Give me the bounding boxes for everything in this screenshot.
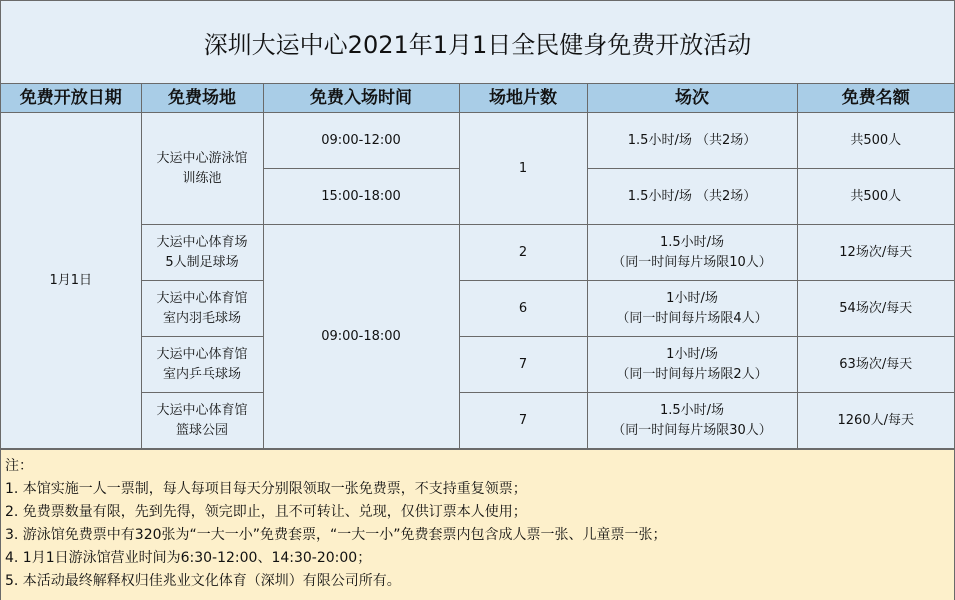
header-row <box>1 84 954 113</box>
session-line: 1.5小时/场 <box>659 402 725 418</box>
venue-cell-football <box>141 225 263 281</box>
venue-line: 大运中心游泳馆 <box>156 150 248 166</box>
courts-cell: 7 <box>459 393 587 449</box>
session-cell <box>587 281 797 337</box>
venue-line: 室内乒乓球场 <box>162 366 241 382</box>
venue-cell-badminton <box>141 281 263 337</box>
date-cell: 1月1日 <box>1 113 141 449</box>
courts-cell: 2 <box>459 225 587 281</box>
table-row <box>1 337 954 393</box>
venue-cell-basketball <box>141 393 263 449</box>
table-row <box>1 113 954 169</box>
quota-cell: 1260人/每天 <box>797 393 954 449</box>
venue-line: 篮球公园 <box>175 422 228 438</box>
session-cell: 1.5小时/场 （共2场） <box>587 113 797 169</box>
time-cell: 09:00-12:00 <box>263 113 459 169</box>
header-quota: 免费名额 <box>797 84 954 113</box>
session-cell <box>587 393 797 449</box>
session-line: （同一时间每片场限10人） <box>612 254 772 270</box>
venue-line: 训练池 <box>182 170 222 186</box>
courts-cell: 1 <box>459 113 587 225</box>
note-item: 1. 本馆实施一人一票制，每人每项目每天分别限领取一张免费票，不支持重复领票； <box>5 481 527 497</box>
time-cell: 15:00-18:00 <box>263 169 459 225</box>
quota-cell: 共500人 <box>797 169 954 225</box>
session-line: 1小时/场 <box>666 346 718 362</box>
note-item: 2. 免费票数量有限，先到先得，领完即止，且不可转让、兑现，仅供订票本人使用； <box>5 504 527 520</box>
session-line: 1.5小时/场 <box>659 234 725 250</box>
quota-cell: 共500人 <box>797 113 954 169</box>
courts-cell: 7 <box>459 337 587 393</box>
venue-line: 5人制足球场 <box>165 254 239 270</box>
venue-line: 大运中心体育馆 <box>156 346 248 362</box>
header-courts: 场地片数 <box>459 84 587 113</box>
notes-section <box>1 449 954 600</box>
venue-line: 室内羽毛球场 <box>162 310 241 326</box>
venue-line: 大运中心体育馆 <box>156 402 248 418</box>
quota-cell: 12场次/每天 <box>797 225 954 281</box>
header-date: 免费开放日期 <box>1 84 141 113</box>
header-time: 免费入场时间 <box>263 84 459 113</box>
venue-cell-pingpong <box>141 337 263 393</box>
page-title: 深圳大运中心2021年1月1日全民健身免费开放活动 <box>1 1 954 84</box>
session-cell <box>587 225 797 281</box>
session-line: （同一时间每片场限30人） <box>612 422 772 438</box>
schedule-table <box>1 84 954 449</box>
courts-cell: 6 <box>459 281 587 337</box>
header-session: 场次 <box>587 84 797 113</box>
note-item: 3. 游泳馆免费票中有320张为“一大一小”免费套票，“一大一小”免费套票内包含成人票一张、儿童票一张； <box>5 527 667 543</box>
session-cell: 1.5小时/场 （共2场） <box>587 169 797 225</box>
session-line: 1小时/场 <box>666 290 718 306</box>
session-cell <box>587 337 797 393</box>
quota-cell: 54场次/每天 <box>797 281 954 337</box>
header-venue: 免费场地 <box>141 84 263 113</box>
notes-heading: 注： <box>5 458 33 474</box>
time-cell-shared: 09:00-18:00 <box>263 225 459 449</box>
session-line: （同一时间每片场限4人） <box>616 310 768 326</box>
quota-cell: 63场次/每天 <box>797 337 954 393</box>
table-row <box>1 225 954 281</box>
session-line: （同一时间每片场限2人） <box>616 366 768 382</box>
table-row <box>1 393 954 449</box>
table-row <box>1 281 954 337</box>
venue-line: 大运中心体育馆 <box>156 290 248 306</box>
venue-cell-pool <box>141 113 263 225</box>
note-item: 4. 1月1日游泳馆营业时间为6:30-12:00、14:30-20:00； <box>5 550 372 566</box>
venue-line: 大运中心体育场 <box>156 234 248 250</box>
note-item: 5. 本活动最终解释权归佳兆业文化体育（深圳）有限公司所有。 <box>5 573 401 589</box>
